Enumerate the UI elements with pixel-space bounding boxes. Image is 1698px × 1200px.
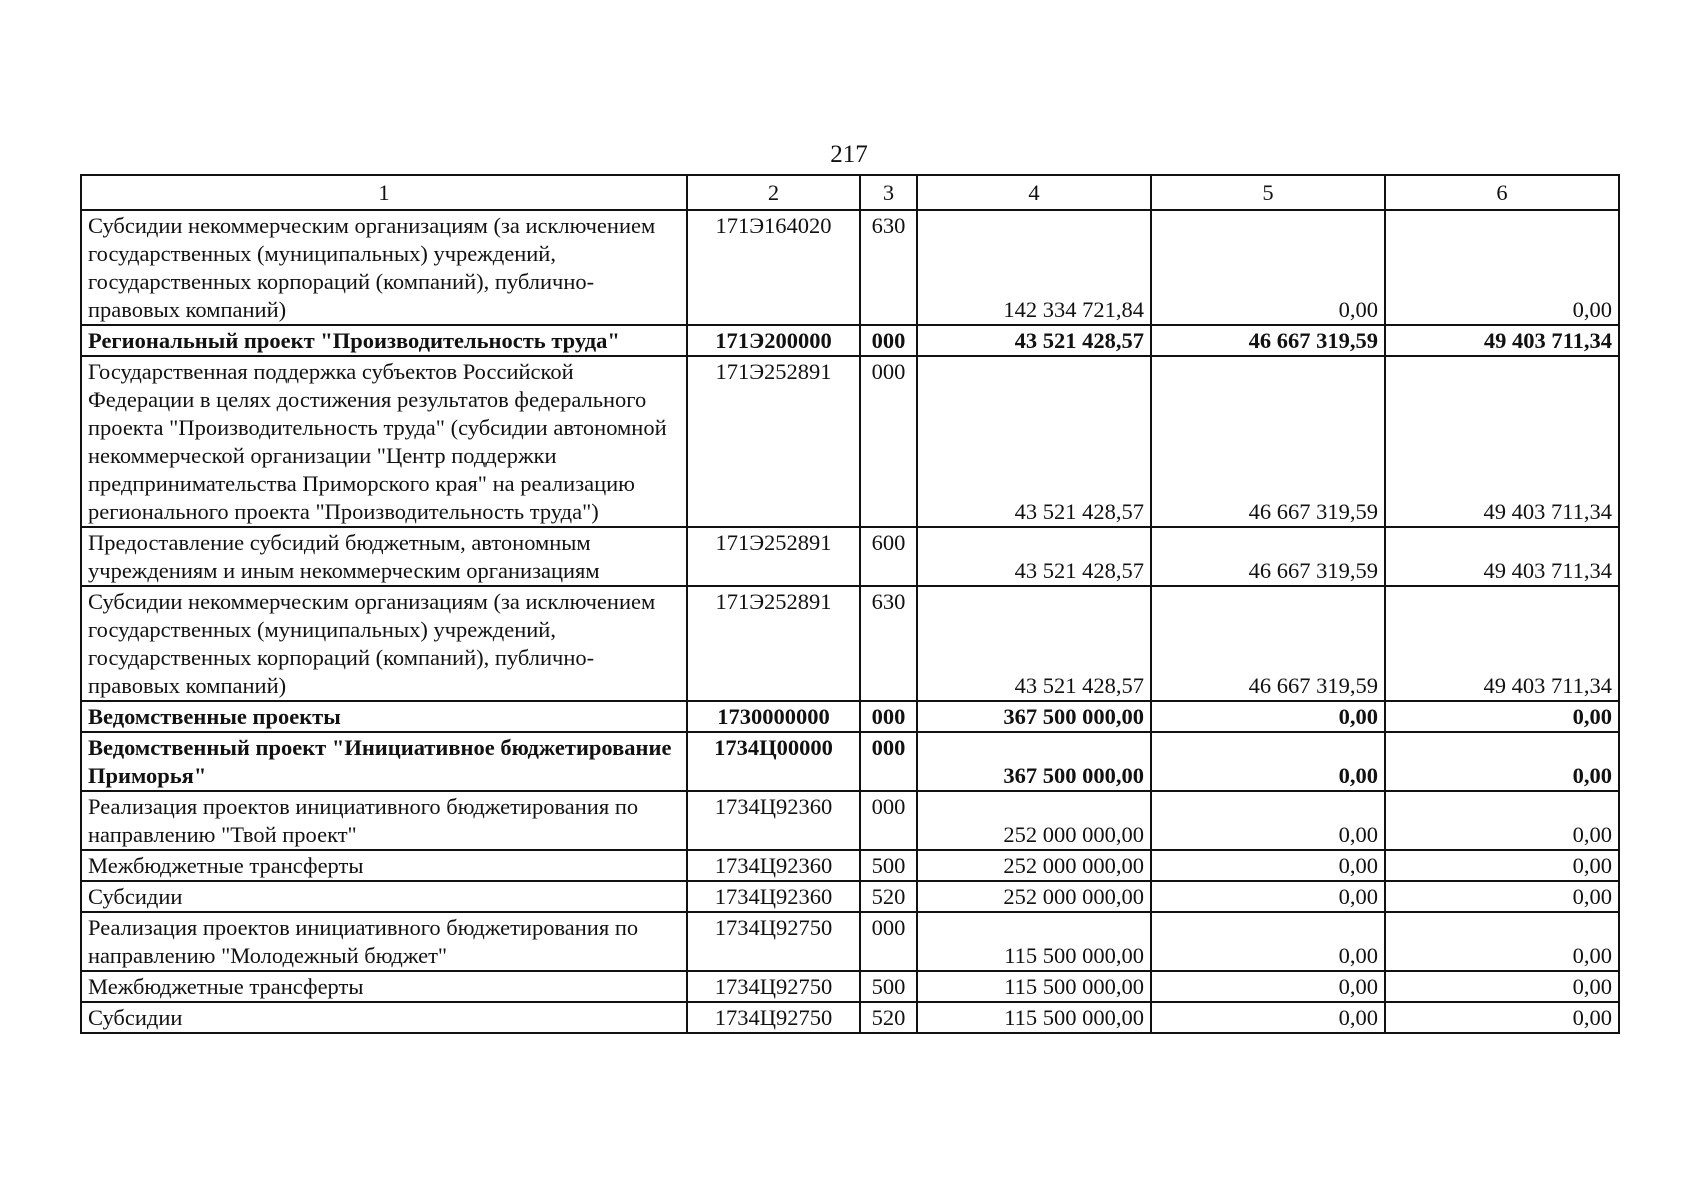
row-name: Ведомственные проекты <box>81 701 687 732</box>
row-amount-6: 49 403 711,34 <box>1385 356 1619 527</box>
row-name: Субсидии некоммерческим организациям (за исключением государственных (муниципальных) учреждений, государственных корпораций (компаний), публично-правовых компаний) <box>81 586 687 701</box>
row-name: Субсидии некоммерческим организациям (за исключением государственных (муниципальных) учреждений, государственных корпораций (компаний), публично-правовых компаний) <box>81 210 687 325</box>
row-kind: 500 <box>860 850 917 881</box>
row-code: 1734Ц92360 <box>687 791 860 850</box>
table-row <box>81 527 1619 586</box>
row-amount-6: 0,00 <box>1385 210 1619 325</box>
row-amount-4: 252 000 000,00 <box>917 881 1151 912</box>
row-kind: 000 <box>860 356 917 527</box>
column-header-4: 4 <box>917 175 1151 210</box>
row-amount-6: 49 403 711,34 <box>1385 325 1619 356</box>
row-code: 1734Ц92360 <box>687 850 860 881</box>
row-amount-5: 0,00 <box>1151 791 1385 850</box>
row-amount-6: 0,00 <box>1385 971 1619 1002</box>
row-amount-4: 367 500 000,00 <box>917 732 1151 791</box>
row-code: 171Э164020 <box>687 210 860 325</box>
column-header-5: 5 <box>1151 175 1385 210</box>
row-code: 1734Ц92750 <box>687 912 860 971</box>
row-amount-4: 115 500 000,00 <box>917 1002 1151 1033</box>
row-name: Субсидии <box>81 881 687 912</box>
row-kind: 000 <box>860 701 917 732</box>
table-row <box>81 912 1619 971</box>
table-row <box>81 791 1619 850</box>
table-row <box>81 586 1619 701</box>
row-amount-6: 0,00 <box>1385 881 1619 912</box>
row-amount-6: 49 403 711,34 <box>1385 586 1619 701</box>
row-amount-4: 115 500 000,00 <box>917 971 1151 1002</box>
row-kind: 000 <box>860 912 917 971</box>
column-header-1: 1 <box>81 175 687 210</box>
row-amount-5: 0,00 <box>1151 912 1385 971</box>
row-name: Субсидии <box>81 1002 687 1033</box>
row-code: 1734Ц92360 <box>687 881 860 912</box>
row-amount-5: 46 667 319,59 <box>1151 527 1385 586</box>
row-amount-6: 0,00 <box>1385 850 1619 881</box>
row-amount-5: 46 667 319,59 <box>1151 586 1385 701</box>
table-row <box>81 971 1619 1002</box>
row-amount-5: 0,00 <box>1151 850 1385 881</box>
budget-table <box>80 174 1620 1034</box>
row-kind: 520 <box>860 1002 917 1033</box>
row-amount-6: 0,00 <box>1385 701 1619 732</box>
row-kind: 000 <box>860 791 917 850</box>
row-name: Региональный проект "Производительность труда" <box>81 325 687 356</box>
row-code: 1730000000 <box>687 701 860 732</box>
row-code: 171Э252891 <box>687 586 860 701</box>
column-header-3: 3 <box>860 175 917 210</box>
row-name: Ведомственный проект "Инициативное бюджетирование Приморья" <box>81 732 687 791</box>
table-row <box>81 881 1619 912</box>
row-amount-5: 0,00 <box>1151 210 1385 325</box>
row-code: 1734Ц00000 <box>687 732 860 791</box>
row-kind: 600 <box>860 527 917 586</box>
row-amount-6: 0,00 <box>1385 912 1619 971</box>
row-kind: 000 <box>860 732 917 791</box>
row-amount-6: 49 403 711,34 <box>1385 527 1619 586</box>
row-amount-4: 367 500 000,00 <box>917 701 1151 732</box>
table-header-row <box>81 175 1619 210</box>
row-name: Государственная поддержка субъектов Российской Федерации в целях достижения результатов федерального проекта "Производительность труда" (субсидии автономной некоммерческой организации "Центр поддержки предпринимательства Приморского края" на реализацию регионального проекта "Производительность труда") <box>81 356 687 527</box>
row-name: Межбюджетные трансферты <box>81 971 687 1002</box>
table-row <box>81 701 1619 732</box>
row-amount-4: 43 521 428,57 <box>917 527 1151 586</box>
row-kind: 500 <box>860 971 917 1002</box>
row-amount-4: 252 000 000,00 <box>917 850 1151 881</box>
row-name: Реализация проектов инициативного бюджетирования по направлению "Твой проект" <box>81 791 687 850</box>
row-code: 171Э252891 <box>687 527 860 586</box>
column-header-6: 6 <box>1385 175 1619 210</box>
row-kind: 520 <box>860 881 917 912</box>
row-amount-5: 0,00 <box>1151 881 1385 912</box>
row-amount-4: 142 334 721,84 <box>917 210 1151 325</box>
row-amount-5: 0,00 <box>1151 732 1385 791</box>
row-code: 1734Ц92750 <box>687 971 860 1002</box>
table-row <box>81 325 1619 356</box>
row-name: Реализация проектов инициативного бюджетирования по направлению "Молодежный бюджет" <box>81 912 687 971</box>
table-row <box>81 210 1619 325</box>
row-amount-6: 0,00 <box>1385 791 1619 850</box>
row-amount-4: 43 521 428,57 <box>917 356 1151 527</box>
row-amount-6: 0,00 <box>1385 1002 1619 1033</box>
row-amount-5: 0,00 <box>1151 1002 1385 1033</box>
row-amount-4: 115 500 000,00 <box>917 912 1151 971</box>
row-kind: 630 <box>860 210 917 325</box>
row-amount-6: 0,00 <box>1385 732 1619 791</box>
row-code: 171Э200000 <box>687 325 860 356</box>
row-amount-5: 46 667 319,59 <box>1151 356 1385 527</box>
row-amount-4: 252 000 000,00 <box>917 791 1151 850</box>
table-row <box>81 356 1619 527</box>
row-amount-4: 43 521 428,57 <box>917 325 1151 356</box>
table-row <box>81 850 1619 881</box>
row-amount-5: 0,00 <box>1151 701 1385 732</box>
table-row <box>81 1002 1619 1033</box>
page-number: 217 <box>830 141 868 168</box>
column-header-2: 2 <box>687 175 860 210</box>
row-name: Предоставление субсидий бюджетным, автономным учреждениям и иным некоммерческим организациям <box>81 527 687 586</box>
table-row <box>81 732 1619 791</box>
row-amount-4: 43 521 428,57 <box>917 586 1151 701</box>
row-code: 1734Ц92750 <box>687 1002 860 1033</box>
row-amount-5: 46 667 319,59 <box>1151 325 1385 356</box>
row-code: 171Э252891 <box>687 356 860 527</box>
row-name: Межбюджетные трансферты <box>81 850 687 881</box>
row-kind: 630 <box>860 586 917 701</box>
row-amount-5: 0,00 <box>1151 971 1385 1002</box>
row-kind: 000 <box>860 325 917 356</box>
